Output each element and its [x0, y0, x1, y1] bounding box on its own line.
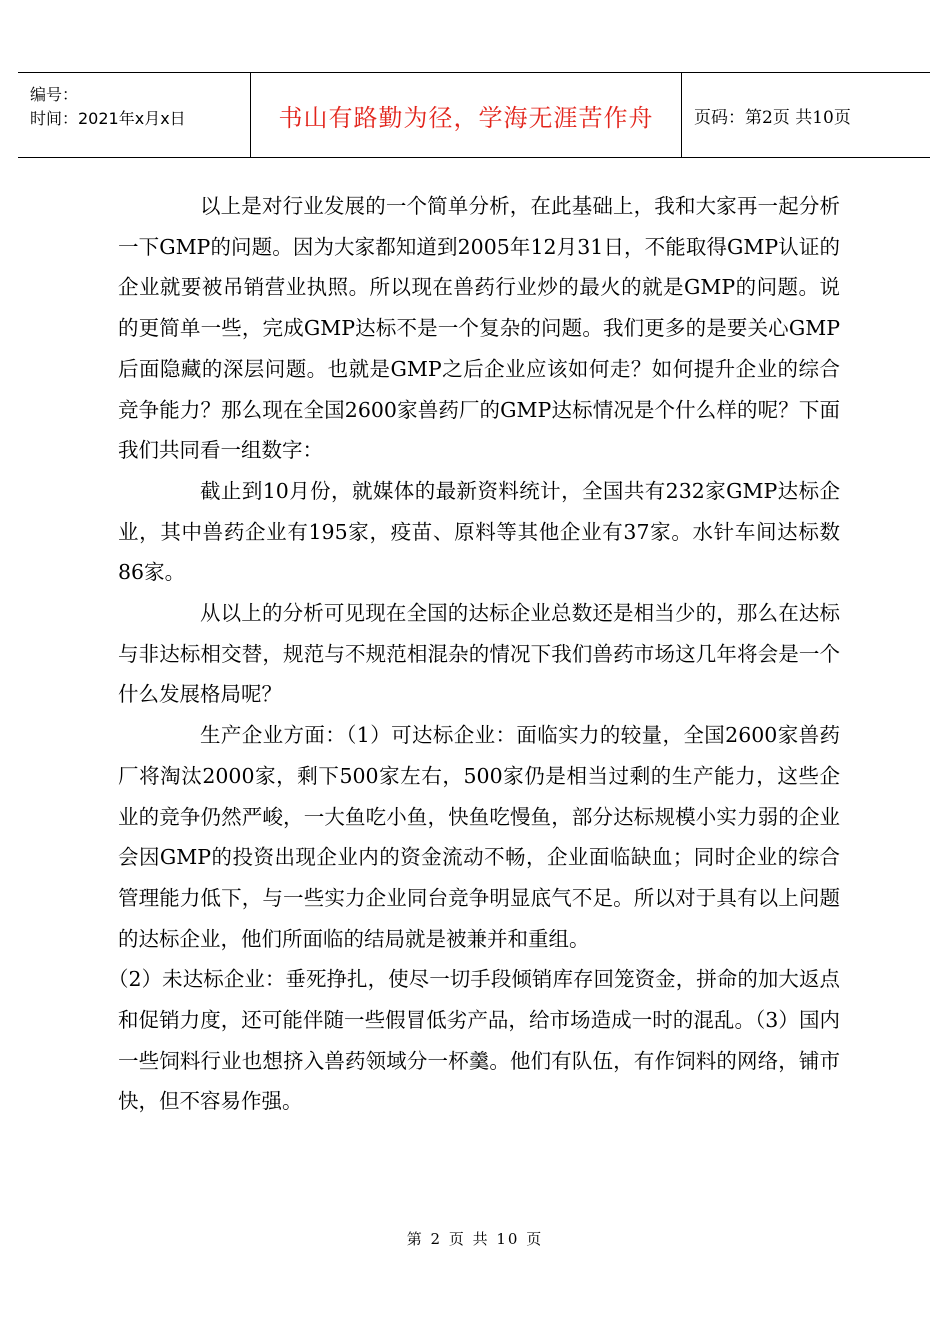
date-label: 时间：2021年x月x日 — [30, 109, 186, 128]
header-info-cell — [18, 73, 250, 157]
page-footer: 第 2 页 共 10 页 — [406, 1230, 544, 1248]
document-header — [18, 72, 930, 158]
document-body — [108, 186, 840, 1122]
paragraph: 以上是对行业发展的一个简单分析，在此基础上，我和大家再一起分析一下GMP的问题。因为大家都知道到2005年12月31日，不能取得GMP认证的企业就要被吊销营业执照。所以现在兽药行业炒的最火的就是GMP的问题。说的更简单一些，完成GMP达标不是一个复杂的问题。我们更多的是要关心GMP后面隐藏的深层问题。也就是GMP之后企业应该如何走？如何提升企业的综合竞争能力？那么现在全国2600家兽药厂的GMP达标情况是个什么样的呢？下面我们共同看一组数字： — [118, 194, 840, 463]
paragraph: 截止到10月份，就媒体的最新资料统计，全国共有232家GMP达标企业，其中兽药企业有195家，疫苗、原料等其他企业有37家。水针车间达标数86家。 — [118, 478, 840, 585]
paragraph: （2）未达标企业：垂死挣扎，使尽一切手段倾销库存回笼资金，拼命的加大返点和促销力度，还可能伴随一些假冒低劣产品，给市场造成一时的混乱。（3）国内一些饲料行业也想挤入兽药领域分一杯羹。他们有队伍，有作饲料的网络，铺市快，但不容易作强。 — [108, 967, 840, 1114]
paragraph: 生产企业方面：（1）可达标企业：面临实力的较量，全国2600家兽药厂将淘汰2000家，剩下500家左右，500家仍是相当过剩的生产能力，这些企业的竞争仍然严峻，一大鱼吃小鱼，快鱼吃慢鱼，部分达标规模小实力弱的企业会因GMP的投资出现企业内的资金流动不畅，企业面临缺血；同时企业的综合管理能力低下，与一些实力企业同台竞争明显底气不足。所以对于具有以上问题的达标企业，他们所面临的结局就是被兼并和重组。 — [118, 723, 840, 951]
serial-number-label: 编号： — [30, 85, 79, 104]
header-page-number: 页码：第2页 共10页 — [694, 107, 851, 128]
header-motto: 书山有路勤为径，学海无涯苦作舟 — [250, 73, 682, 157]
paragraph: 从以上的分析可见现在全国的达标企业总数还是相当少的，那么在达标与非达标相交替，规范与不规范相混杂的情况下我们兽药市场这几年将会是一个什么发展格局呢？ — [118, 601, 840, 707]
